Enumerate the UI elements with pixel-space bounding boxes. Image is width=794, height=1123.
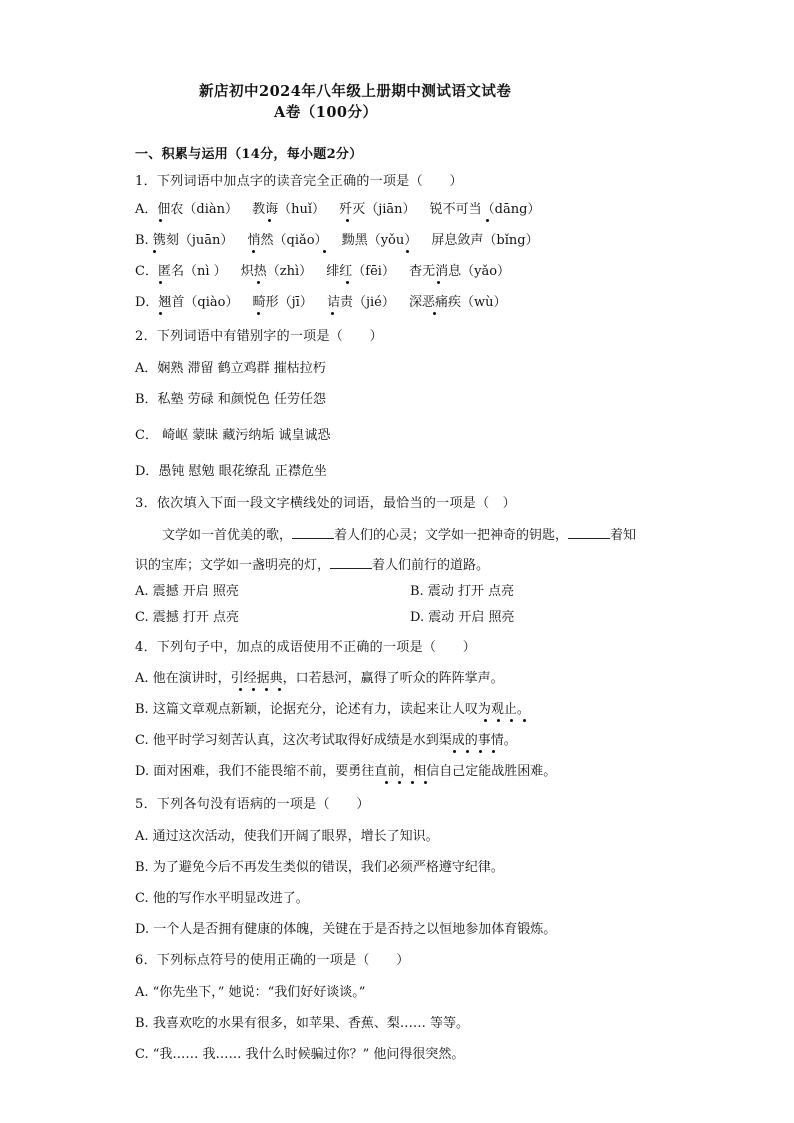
question-4-option-a: A. 他在演讲时，引经据典，口若悬河，赢得了听众的阵阵掌声。: [135, 671, 504, 686]
q1-b-word-3: 黝黑（yǒu）: [341, 233, 418, 248]
q3-passage-part-4: 识的宝库；文学如一盏明亮的灯，: [135, 558, 331, 573]
q1-a-word-4: 锐不可当（dāng）: [429, 202, 541, 217]
fill-blank-1: [292, 526, 334, 539]
question-3-option-b: B. 震动 打开 点亮: [410, 584, 515, 599]
q3-passage-part-3: 着知: [610, 528, 637, 543]
q3-passage-part-5: 着人们前行的道路。: [372, 558, 490, 573]
question-1-stem: 1．下列词语中加点字的读音完全正确的一项是（ ）: [135, 174, 463, 189]
q1-c-word-4: 杳无消息（yǎo）: [409, 264, 511, 279]
question-5-option-a: A. 通过这次活动，使我们开阔了眼界，增长了知识。: [135, 829, 439, 844]
question-3-option-c: C. 震撼 打开 点亮: [135, 610, 240, 625]
question-3-option-a: A. 震撼 开启 照亮: [135, 584, 239, 599]
emphasis-dot: [486, 219, 489, 222]
emphasis-dot: [479, 750, 482, 753]
fill-blank-3: [330, 556, 372, 569]
question-2-option-a: A．娴熟 滞留 鹤立鸡群 摧枯拉朽: [135, 361, 326, 376]
question-2-stem: 2．下列词语中有错别字的一项是（ ）: [135, 329, 383, 344]
emphasis-dot: [433, 312, 436, 315]
exam-title: 新店初中2024年八年级上册期中测试语文试卷: [199, 83, 512, 100]
question-6-option-b: B. 我喜欢吃的水果有很多，如苹果、香蕉、梨…… 等等。: [135, 1016, 469, 1031]
question-2-option-d: D．愚钝 慰勉 眼花缭乱 正襟危坐: [135, 464, 327, 479]
q1-a-word-1: A．佃农（diàn）: [135, 202, 238, 217]
emphasis-dot: [492, 750, 495, 753]
q1-b-word-1: B. 镌刻（juān）: [135, 233, 234, 248]
q3-passage-part-2: 着人们的心灵；文学如一把神奇的钥匙，: [334, 528, 569, 543]
question-1-option-c: [135, 264, 510, 280]
question-3-option-d: D. 震动 开启 照亮: [410, 610, 515, 625]
question-6-option-c: C. “我…… 我…… 我什么时候骗过你？” 他问得很突然。: [135, 1047, 465, 1062]
question-5-stem: 5．下列各句没有语病的一项是（ ）: [135, 797, 370, 812]
q1-d-word-4: 深恶痛疾（wù）: [409, 295, 507, 310]
emphasis-dot: [411, 781, 414, 784]
emphasis-dot: [331, 312, 334, 315]
question-2-option-c: C． 崎岖 蒙昧 藏污纳垢 诚皇诚恐: [135, 428, 331, 443]
q3-passage-part-1: 文学如一首优美的歌，: [162, 528, 293, 543]
question-2-option-b: B．私塾 劳碌 和颜悦色 任劳任怨: [135, 392, 326, 407]
q1-d-word-2: 畸形（jī）: [252, 295, 313, 310]
emphasis-dot: [523, 719, 526, 722]
emphasis-dot: [257, 281, 260, 284]
question-4-option-b: B. 这篇文章观点新颖，论据充分，论述有力，读起来让人叹为观止。: [135, 702, 530, 717]
section-heading: 一、积累与运用（14分，每小题2分）: [135, 147, 363, 162]
emphasis-dot: [346, 219, 349, 222]
emphasis-dot: [398, 781, 401, 784]
question-3-stem: 3．依次填入下面一段文字横线处的词语，最恰当的一项是（ ）: [135, 496, 516, 511]
q1-c-word-3: 绯红（fēi）: [326, 264, 395, 279]
emphasis-dot: [437, 281, 440, 284]
emphasis-dot: [385, 781, 388, 784]
question-3-passage-line-1: [162, 526, 636, 544]
emphasis-dot: [453, 750, 456, 753]
question-4-option-c: C. 他平时学习刻苦认真，这次考试取得好成绩是水到渠成的事情。: [135, 733, 517, 748]
q1-a-word-3: 歼灭（jiān）: [339, 202, 416, 217]
question-1-option-b: [135, 233, 539, 249]
emphasis-dot: [424, 781, 427, 784]
emphasis-dot: [239, 688, 242, 691]
question-5-option-c: C. 他的写作水平明显改进了。: [135, 891, 309, 906]
q1-b-word-2: 悄然（qiǎo）: [247, 233, 328, 248]
emphasis-dot: [252, 250, 255, 253]
q1-b-word-4: 屏息敛声（bǐng）: [431, 233, 539, 248]
question-3-passage-line-2: [135, 556, 489, 574]
emphasis-dot: [159, 312, 162, 315]
emphasis-dot: [278, 688, 281, 691]
question-5-option-b: B. 为了避免今后不再发生类似的错误，我们必须严格遵守纪律。: [135, 860, 504, 875]
emphasis-dot: [497, 719, 500, 722]
emphasis-dot: [346, 281, 349, 284]
question-5-option-d: D. 一个人是否拥有健康的体魄，关键在于是否持之以恒地参加体育锻炼。: [135, 922, 557, 937]
emphasis-dot: [406, 250, 409, 253]
q1-c-word-1: C．匿名（nì ）: [135, 264, 227, 279]
q1-d-word-3: 诘责（jié）: [326, 295, 395, 310]
emphasis-dot: [510, 719, 513, 722]
q1-d-word-1: D．翘首（qiào）: [135, 295, 239, 310]
emphasis-dot: [265, 688, 268, 691]
question-4-stem: 4．下列句子中，加点的成语使用不正确的一项是（ ）: [135, 640, 477, 655]
question-1-option-d: [135, 295, 507, 311]
emphasis-dot: [484, 719, 487, 722]
q1-c-word-2: 炽热（zhì）: [240, 264, 313, 279]
emphasis-dot: [159, 219, 162, 222]
emphasis-dot: [323, 250, 326, 253]
emphasis-dot: [159, 281, 162, 284]
exam-subtitle: A卷（100分）: [274, 104, 378, 121]
fill-blank-2: [568, 526, 610, 539]
question-6-option-a: A. “你先坐下，” 她说：“我们好好谈谈。”: [135, 985, 366, 1000]
emphasis-dot: [257, 312, 260, 315]
q1-a-word-2: 教诲（huǐ）: [252, 202, 326, 217]
emphasis-dot: [268, 219, 271, 222]
emphasis-dot: [252, 688, 255, 691]
question-6-stem: 6．下列标点符号的使用正确的一项是（ ）: [135, 953, 410, 968]
emphasis-dot: [153, 250, 156, 253]
emphasis-dot: [466, 750, 469, 753]
question-1-option-a: [135, 202, 540, 218]
question-4-option-d: D. 面对困难，我们不能畏缩不前，要勇往直前，相信自己定能战胜困难。: [135, 764, 557, 779]
